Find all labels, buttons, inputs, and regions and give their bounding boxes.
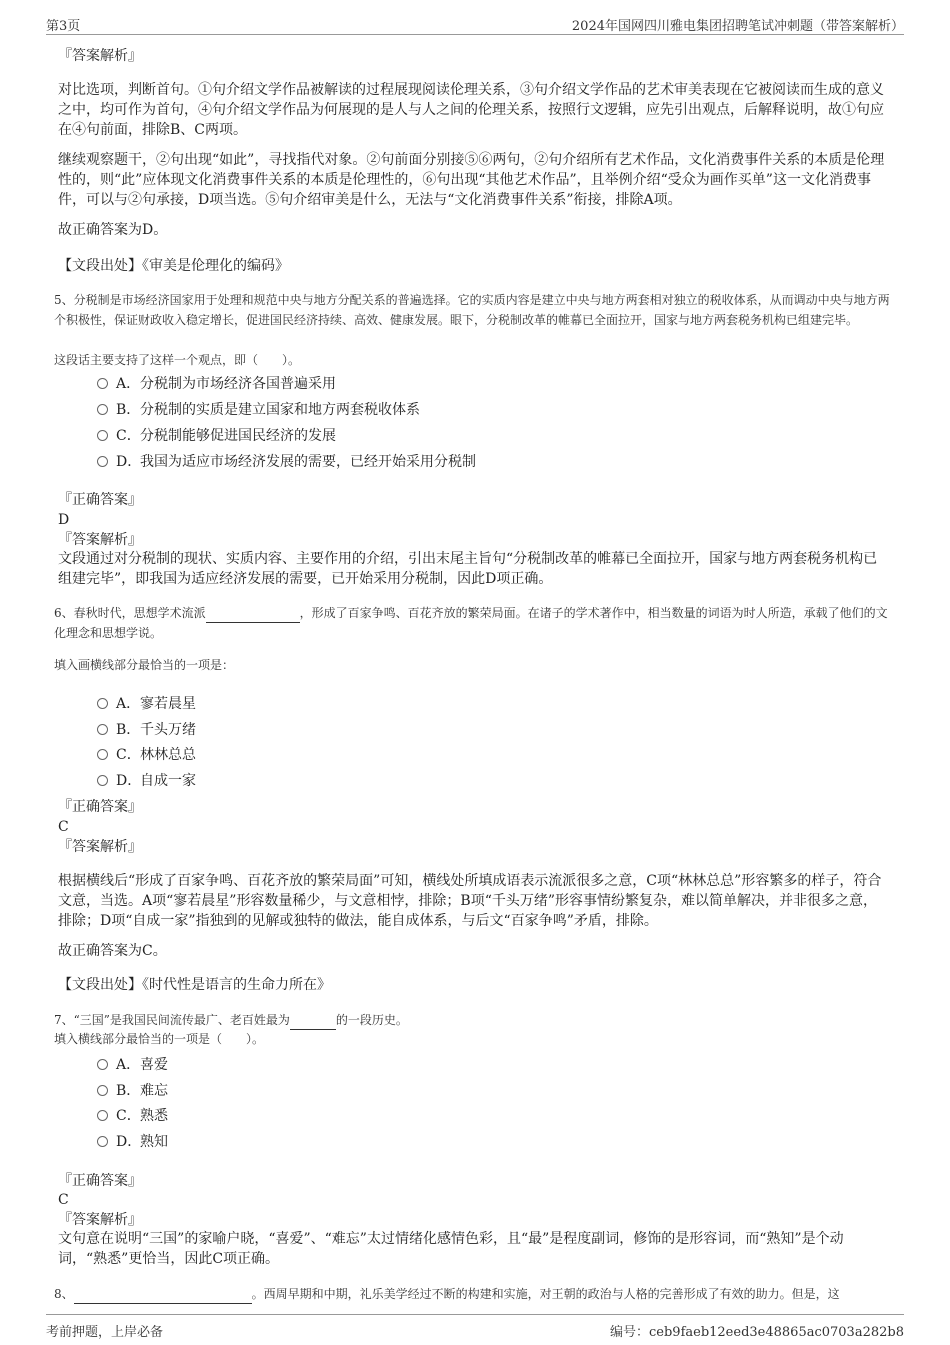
q4-analysis-p1: 对比选项，判断首句。①句介绍文学作品被解读的过程展现阅读伦理关系，③句介绍文学作品的艺术审美表现在它被阅读而生成的意义之中，均可作为首句，④句介绍文学作品为何展现的是人与人之间的伦理关系，按照行文逻辑，应先引出观点，后解释说明，故①句应在④句前面，排除B、C两项。 [58,82,884,138]
radio-icon[interactable] [97,378,108,389]
radio-icon[interactable] [97,1110,108,1121]
q8-stem: 8、 。西周早期和中期，礼乐美学经过不断的构建和实施，对王朝的政治与人格的完善形成了有效的助力。但是，这 [54,1284,894,1304]
q7-answer: C [58,1192,69,1208]
radio-icon[interactable] [97,404,108,415]
q4-source: 【文段出处】《审美是伦理化的编码》 [58,258,289,274]
q6-option-b[interactable]: B．千头万绪 [97,719,196,739]
q6-option-a[interactable]: A．寥若晨星 [97,693,196,713]
radio-icon[interactable] [97,749,108,760]
q4-conclusion: 故正确答案为D。 [58,222,168,238]
radio-icon[interactable] [97,456,108,467]
page-header [46,0,904,35]
q7-option-c[interactable]: C．熟悉 [97,1105,168,1125]
q5-answer: D [58,512,70,528]
q6-source: 【文段出处】《时代性是语言的生命力所在》 [58,977,331,993]
q5-prompt: 这段话主要支持了这样一个观点，即（ ）。 [54,353,301,367]
q7-stem: 7、“三国”是我国民间流传最广、老百姓最为 的一段历史。 [54,1010,894,1030]
q6-stem: 6、春秋时代，思想学术流派 ，形成了百家争鸣、百花齐放的繁荣局面。在诸子的学术著作中，相当数量的词语为时人所造，承载了他们的文化理念和思想学说。 [54,606,888,640]
q6-conclusion: 故正确答案为C。 [58,943,167,959]
q7-option-b[interactable]: B．难忘 [97,1080,168,1100]
q6-option-d[interactable]: D．自成一家 [97,770,196,790]
q5-answer-label: 『正确答案』 [58,492,142,508]
q4-analysis-label: 『答案解析』 [58,48,142,64]
q5-option-b[interactable]: B．分税制的实质是建立国家和地方两套税收体系 [97,399,420,419]
page-number: 第3页 [46,19,81,34]
fill-blank [290,1013,336,1030]
radio-icon[interactable] [97,724,108,735]
q6-option-c[interactable]: C．林林总总 [97,744,196,764]
q5-stem: 5、分税制是市场经济国家用于处理和规范中央与地方分配关系的普遍选择。它的实质内容是建立中央与地方两套相对独立的税收体系，从而调动中央与地方两个积极性，保证财政收入稳定增长，促进国民经济持续、高效、健康发展。眼下，分税制改革的帷幕已全面拉开，国家与地方两套税务机构已组建完毕。 [54,293,890,327]
q5-option-a[interactable]: A．分税制为市场经济各国普遍采用 [97,373,336,393]
q6-analysis: 根据横线后“形成了百家争鸣、百花齐放的繁荣局面”可知，横线处所填成语表示流派很多之意，C项“林林总总”形容繁多的样子，符合文意，当选。A项“寥若晨星”形容数量稀少，与文意相悖，排除；B项“千头万绪”形容事情纷繁复杂，难以简单解决，并非很多之意，排除；D项“自成一家”指独到的见解或独特的做法，能自成体系，与后文“百家争鸣”矛盾，排除。 [58,873,882,929]
radio-icon[interactable] [97,1059,108,1070]
radio-icon[interactable] [97,430,108,441]
q5-analysis-label: 『答案解析』 [58,532,142,548]
q4-analysis-p2: 继续观察题干，②句出现“如此”，寻找指代对象。②句前面分别接⑤⑥两句，②句介绍所有艺术作品，文化消费事件关系的本质是伦理性的，则“此”应体现文化消费事件关系的本质是伦理性的，⑥句出现“其他艺术作品”，且举例介绍“受众为画作买单”这一文化消费事件，可以与②句承接，D项当选。⑤句介绍审美是什么，无法与“文化消费事件关系”衔接，排除A项。 [58,152,885,208]
q5-analysis: 文段通过对分税制的现状、实质内容、主要作用的介绍，引出末尾主旨句“分税制改革的帷幕已全面拉开，国家与地方两套税务机构已组建完毕”，即我国为适应经济发展的需要，已开始采用分税制，因此D项正确。 [58,551,878,587]
q7-analysis: 文句意在说明“三国”的家喻户晓，“喜爱”、“难忘”太过情绪化感情色彩，且“最”是程度副词，修饰的是形容词，而“熟知”是个动词，“熟悉”更恰当，因此C项正确。 [58,1231,844,1267]
q7-prompt: 填入横线部分最恰当的一项是（ ）。 [54,1032,265,1046]
q5-option-c[interactable]: C．分税制能够促进国民经济的发展 [97,425,336,445]
footer-slogan: 考前押题，上岸必备 [46,1325,164,1340]
q7-answer-label: 『正确答案』 [58,1173,142,1189]
q6-analysis-label: 『答案解析』 [58,839,142,855]
q6-answer: C [58,819,69,835]
document-title: 2024年国网四川雅电集团招聘笔试冲刺题（带答案解析） [571,19,904,34]
q7-option-d[interactable]: D．熟知 [97,1131,168,1151]
q7-analysis-label: 『答案解析』 [58,1212,142,1228]
q7-option-a[interactable]: A．喜爱 [97,1054,168,1074]
q6-answer-label: 『正确答案』 [58,799,142,815]
page-footer [46,1314,904,1345]
fill-blank [206,606,300,623]
radio-icon[interactable] [97,698,108,709]
radio-icon[interactable] [97,775,108,786]
radio-icon[interactable] [97,1136,108,1147]
q6-prompt: 填入画横线部分最恰当的一项是： [54,658,235,672]
radio-icon[interactable] [97,1085,108,1096]
fill-blank [74,1287,252,1304]
document-id: 编号：ceb9faeb12eed3e48865ac0703a282b8 [610,1325,904,1340]
q5-option-d[interactable]: D．我国为适应市场经济发展的需要，已经开始采用分税制 [97,451,476,471]
